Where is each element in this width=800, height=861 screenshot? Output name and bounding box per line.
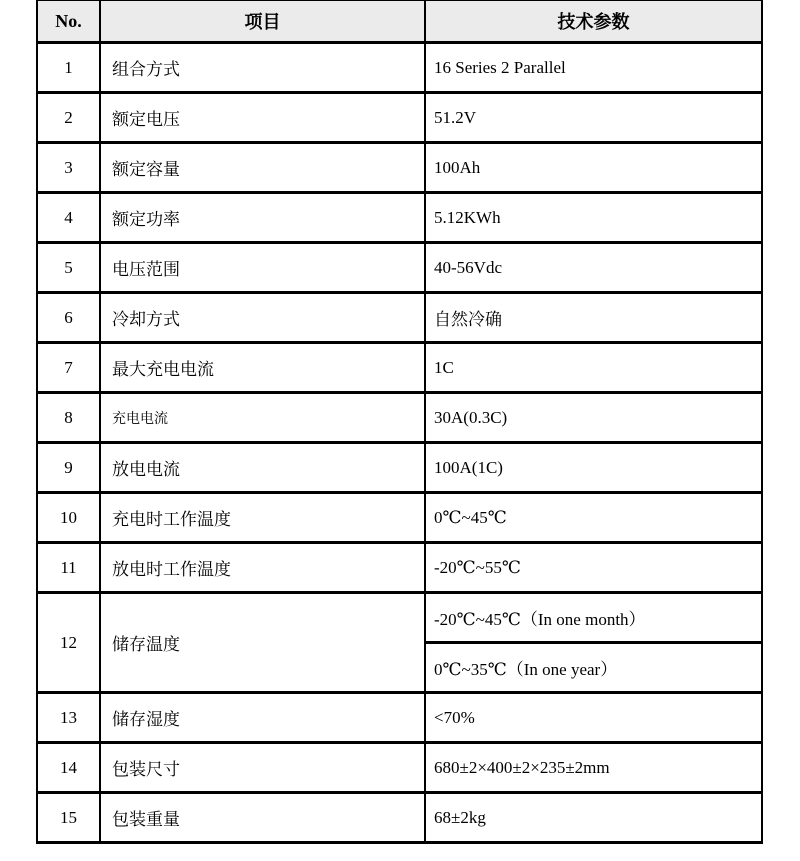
row-value: 68±2kg bbox=[425, 793, 762, 843]
row-no: 15 bbox=[37, 793, 100, 843]
row-value: 自然冷确 bbox=[425, 293, 762, 343]
row-item: 放电电流 bbox=[100, 443, 425, 493]
row-no: 5 bbox=[37, 243, 100, 293]
row-item: 储存温度 bbox=[100, 593, 425, 693]
header-item: 项目 bbox=[100, 1, 425, 43]
row-no: 1 bbox=[37, 43, 100, 93]
table-row bbox=[37, 743, 762, 793]
row-value-year: 0℃~35℃（In one year） bbox=[425, 643, 762, 693]
row-item: 组合方式 bbox=[100, 43, 425, 93]
row-no: 11 bbox=[37, 543, 100, 593]
header-row bbox=[37, 1, 762, 43]
row-no: 10 bbox=[37, 493, 100, 543]
table-row bbox=[37, 593, 762, 643]
row-item: 额定电压 bbox=[100, 93, 425, 143]
row-item: 放电时工作温度 bbox=[100, 543, 425, 593]
row-value: 100Ah bbox=[425, 143, 762, 193]
row-item: 包装重量 bbox=[100, 793, 425, 843]
row-no: 6 bbox=[37, 293, 100, 343]
row-no: 8 bbox=[37, 393, 100, 443]
header-tech-params: 技术参数 bbox=[425, 1, 762, 43]
table-row bbox=[37, 693, 762, 743]
row-no: 13 bbox=[37, 693, 100, 743]
table-row bbox=[37, 93, 762, 143]
table-row bbox=[37, 193, 762, 243]
row-value: 51.2V bbox=[425, 93, 762, 143]
row-value: 1C bbox=[425, 343, 762, 393]
row-item: 电压范围 bbox=[100, 243, 425, 293]
table-row bbox=[37, 793, 762, 843]
table-row bbox=[37, 393, 762, 443]
row-item: 冷却方式 bbox=[100, 293, 425, 343]
row-item: 储存湿度 bbox=[100, 693, 425, 743]
row-value: 16 Series 2 Parallel bbox=[425, 43, 762, 93]
row-value: 5.12KWh bbox=[425, 193, 762, 243]
table-row bbox=[37, 543, 762, 593]
row-value: -20℃~55℃ bbox=[425, 543, 762, 593]
row-no: 14 bbox=[37, 743, 100, 793]
table-row bbox=[37, 143, 762, 193]
row-no: 12 bbox=[37, 593, 100, 693]
row-value: 100A(1C) bbox=[425, 443, 762, 493]
row-value: 0℃~45℃ bbox=[425, 493, 762, 543]
battery-spec-table bbox=[36, 0, 763, 844]
row-value: 40-56Vdc bbox=[425, 243, 762, 293]
row-item: 包装尺寸 bbox=[100, 743, 425, 793]
table-row bbox=[37, 343, 762, 393]
row-item: 最大充电电流 bbox=[100, 343, 425, 393]
row-item: 额定功率 bbox=[100, 193, 425, 243]
table-row bbox=[37, 293, 762, 343]
table-row bbox=[37, 43, 762, 93]
table-row bbox=[37, 243, 762, 293]
row-no: 2 bbox=[37, 93, 100, 143]
row-value-month: -20℃~45℃（In one month） bbox=[425, 593, 762, 643]
row-item: 充电电流 bbox=[100, 393, 425, 443]
header-no: No. bbox=[37, 1, 100, 43]
row-no: 4 bbox=[37, 193, 100, 243]
row-no: 7 bbox=[37, 343, 100, 393]
table-row bbox=[37, 443, 762, 493]
row-no: 9 bbox=[37, 443, 100, 493]
row-item: 充电时工作温度 bbox=[100, 493, 425, 543]
row-value: 680±2×400±2×235±2mm bbox=[425, 743, 762, 793]
row-value: 30A(0.3C) bbox=[425, 393, 762, 443]
row-item: 额定容量 bbox=[100, 143, 425, 193]
table-row bbox=[37, 493, 762, 543]
row-value: <70% bbox=[425, 693, 762, 743]
row-no: 3 bbox=[37, 143, 100, 193]
